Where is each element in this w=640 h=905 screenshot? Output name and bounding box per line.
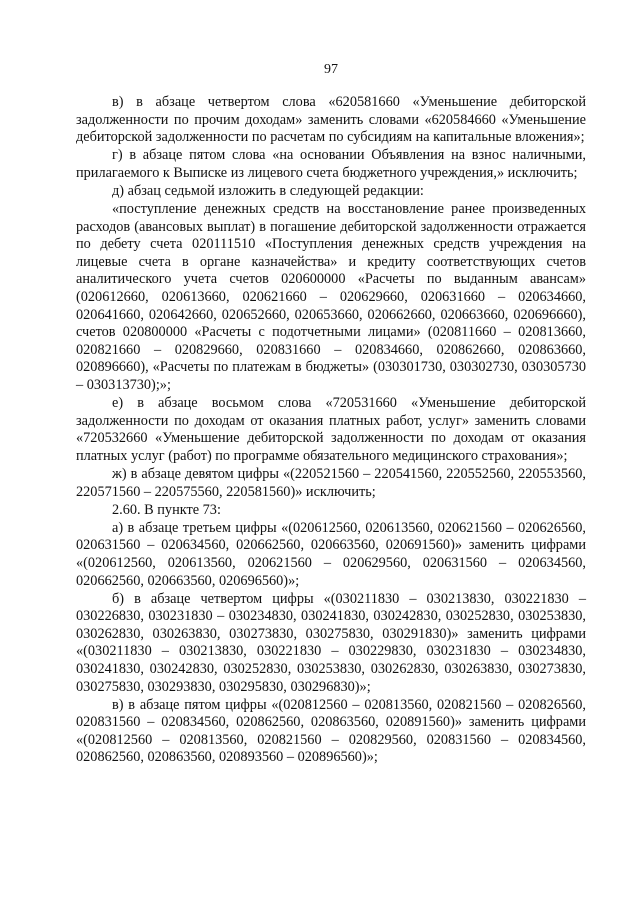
paragraph-new-wording: «поступление денежных средств на восстановление ранее произведенных расходов (авансовых выплат) в погашение дебиторской задолженности отражается по дебету счета 020111510 «Поступления денежных средств учреждения на лицевые счета в органе казначейства» и кредиту соответствующих счетов аналитического учета счетов 020600000 «Расчеты по выданным авансам» (020612660, 020613660, 020621660 – 020629660, 020631660 – 020634660, 020641660, 020642660, 020652660, 020653660, 020662660, 020663660, 020696660), счетов 020800000 «Расчеты с подотчетными лицами» (020811660 – 020813660, 020821660 – 020829660, 020831660 – 020834660, 020862660, 020863660, 020896660), «Расчеты по платежам в бюджеты» (030301730, 030302730, 030305730 – 030313730);»;	[76, 201, 586, 393]
paragraph-v-fourth-abzac: в) в абзаце четвертом слова «620581660 «Уменьшение дебиторской задолженности по прочим доходам» заменить словами «620584660 «Уменьшение дебиторской задолженности по расчетам по субсидиям на капитальные вложения»;	[76, 94, 586, 146]
paragraph-g-fifth-abzac: г) в абзаце пятом слова «на основании Объявления на взнос наличными, прилагаемого к Выписке из лицевого счета бюджетного учреждения,» исключить;	[76, 147, 586, 181]
paragraph-b-fourth-abzac: б) в абзаце четвертом цифры «(030211830 – 030213830, 030221830 – 030226830, 030231830 – 030234830, 030241830, 030242830, 030252830, 030253830, 030262830, 030263830, 030273830, 030275830, 030291830)» заменить цифрами «(030211830 – 030213830, 030221830 – 030229830, 030231830 – 030234830, 030241830, 030242830, 030252830, 030253830, 030262830, 030263830, 030273830, 030275830, 030293830, 030295830, 030296830)»;	[76, 590, 586, 695]
paragraph-e-eighth-abzac: е) в абзаце восьмом слова «720531660 «Уменьшение дебиторской задолженности по доходам от оказания платных работ, услуг» заменить словами «720532660 «Уменьшение дебиторской задолженности по доходам от оказания платных услуг (работ) по программе обязательного медицинского страхования»;	[76, 395, 586, 464]
paragraph-zh-ninth-abzac: ж) в абзаце девятом цифры «(220521560 – 220541560, 220552560, 220553560, 220571560 – 220575560, 220581560)» исключить;	[76, 465, 586, 500]
section-heading-2-60: 2.60. В пункте 73:	[112, 501, 221, 518]
paragraph-a-third-abzac: а) в абзаце третьем цифры «(020612560, 020613560, 020621560 – 020626560, 020631560 – 020634560, 020662560, 020663560, 020691560)» заменить цифрами «(020612560, 020613560, 020621560 – 020629560, 020631560 – 020634560, 020662560, 020663560, 020696560)»;	[76, 519, 586, 589]
page-number: 97	[324, 62, 338, 77]
paragraph-v-fifth-abzac: в) в абзаце пятом цифры «(020812560 – 020813560, 020821560 – 020826560, 020831560 – 020834560, 020862560, 020863560, 020891560)» заменить цифрами «(020812560 – 020813560, 020821560 – 020829560, 020831560 – 020834560, 020862560, 020863560, 020893560 – 020896560)»;	[76, 696, 586, 766]
paragraph-d-seventh-abzac: д) абзац седьмой изложить в следующей редакции:	[112, 182, 424, 199]
